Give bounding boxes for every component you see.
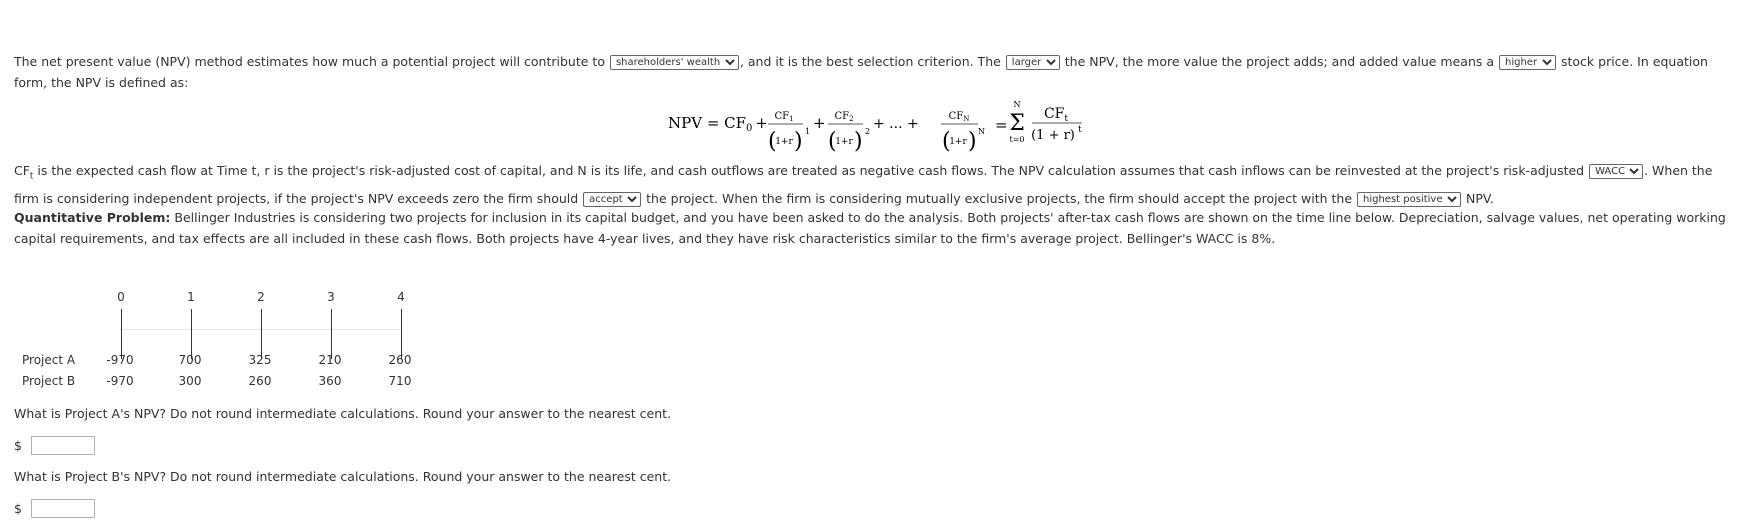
para2-text-2: . When the firm is considering independent projects, if the project's NPV exceeds zero the firm should — [14, 163, 1713, 206]
project-a-cf: 325 — [248, 353, 272, 367]
eq-denom-n: 1+r — [949, 137, 967, 147]
currency-symbol: $ — [14, 438, 22, 453]
project-b-cf: 360 — [318, 374, 342, 388]
project-a-npv-input[interactable] — [31, 436, 95, 455]
period-tick — [261, 309, 262, 359]
eq-ellipsis: + ... + — [873, 116, 919, 132]
question-project-a: What is Project A's NPV? Do not round intermediate calculations. Round your answer to the nearest cent. — [14, 406, 672, 421]
cf-symbol: $CF_t$ — [14, 163, 34, 182]
eq-denom-2: 1+r — [835, 137, 853, 147]
eq-paren-close-2: ) — [854, 129, 863, 154]
project-b-cf: 300 — [178, 374, 202, 388]
eq-sum-numerator: $CF_t$ — [1043, 106, 1069, 124]
eq-lhs: NPV = $CF_0$ + — [668, 114, 768, 134]
project-a-label: Project A — [22, 353, 76, 367]
wealth-dropdown[interactable] — [610, 55, 739, 70]
eq-sum-bottom: t=0 — [1009, 135, 1025, 144]
intro-text-2: , and it is the best selection criterion. The — [739, 54, 1001, 69]
problem-text: Bellinger Industries is considering two projects for inclusion in its capital budget, and you have been asked to do the analysis. Both projects' after-tax cash flows are shown on the time line below. Depreciation, salvage values, net operating working capital requirements, and tax effects are all included in these cash flows. Both projects have 4-year lives, and they have risk characteristics similar to the firm's average project. Bellinger's WACC is 8%. — [14, 210, 1726, 246]
eq-paren-open-n: ( — [942, 129, 951, 154]
eq-sum-den-exp: t — [1078, 125, 1082, 135]
eq-sum-top: N — [1013, 100, 1021, 109]
eq-cfn: $CF_N$ — [948, 111, 970, 123]
period-tick — [401, 309, 402, 359]
project-b-cf: 710 — [388, 374, 412, 388]
period-label: 0 — [117, 290, 125, 304]
intro-text-3: the NPV, the more value the project adds; and added value means a — [1064, 54, 1495, 69]
project-b-cf: 260 — [248, 374, 272, 388]
intro-text-4: stock price. In equation form, the NPV is defined as: — [14, 54, 1708, 90]
period-tick — [191, 309, 192, 359]
npv-equation — [668, 92, 1128, 162]
period-label: 1 — [187, 290, 195, 304]
assumptions-paragraph — [14, 160, 1732, 209]
cash-flow-timeline — [0, 282, 440, 392]
eq-plus-1: + — [813, 114, 826, 132]
ranking-dropdown[interactable] — [1357, 192, 1461, 207]
eq-exp-n: N — [978, 127, 985, 136]
eq-exp-2: 2 — [865, 127, 871, 136]
timeline-axis — [120, 329, 400, 330]
period-tick — [331, 309, 332, 359]
period-tick — [121, 309, 122, 359]
problem-label: Quantitative Problem: — [14, 210, 171, 225]
eq-paren-close-1: ) — [794, 129, 803, 154]
intro-paragraph — [14, 51, 1732, 93]
eq-cf1: $CF_1$ — [774, 111, 794, 123]
question-project-b: What is Project B's NPV? Do not round intermediate calculations. Round your answer to the nearest cent. — [14, 469, 672, 484]
para2-text-3: the project. When the firm is considering mutually exclusive projects, the firm should accept the project with the — [646, 190, 1353, 206]
period-label: 2 — [257, 290, 265, 304]
problem-paragraph — [14, 207, 1732, 249]
eq-paren-close-n: ) — [968, 129, 977, 154]
decision-dropdown[interactable] — [583, 192, 641, 207]
eq-sum-denominator: (1 + r) — [1031, 128, 1075, 143]
project-a-cf: 210 — [318, 353, 342, 367]
project-b-npv-input[interactable] — [31, 499, 95, 518]
eq-equals: = — [995, 116, 1008, 134]
project-b-cf: -970 — [106, 374, 134, 388]
project-a-cf: 700 — [178, 353, 202, 367]
eq-exp-1: 1 — [805, 127, 811, 136]
intro-text-1: The net present value (NPV) method estimates how much a potential project will contribute to — [14, 54, 605, 69]
para2-text-1: is the expected cash flow at Time t, r is the project's risk-adjusted cost of capital, and N is its life, and cash outflows are treated as negative cash flows. The NPV calculation assumes that cash inflows can be reinvested at the project's risk-adjusted — [33, 163, 1585, 178]
currency-symbol: $ — [14, 501, 22, 516]
npv-formula-graphic — [668, 92, 1128, 162]
size-dropdown[interactable] — [1006, 55, 1060, 70]
period-label: 4 — [397, 290, 405, 304]
eq-denom-1: 1+r — [775, 137, 793, 147]
eq-paren-open-2: ( — [828, 129, 837, 154]
eq-sigma: Σ — [1009, 111, 1025, 136]
period-label: 3 — [327, 290, 335, 304]
para2-text-4: NPV. — [1465, 190, 1494, 206]
project-a-cf: -970 — [106, 353, 134, 367]
eq-cf2: $CF_2$ — [834, 111, 854, 123]
reinvest-rate-dropdown[interactable] — [1589, 164, 1643, 179]
project-a-cf: 260 — [388, 353, 412, 367]
eq-paren-open-1: ( — [768, 129, 777, 154]
price-dropdown[interactable] — [1499, 55, 1556, 70]
project-b-label: Project B — [22, 374, 76, 388]
